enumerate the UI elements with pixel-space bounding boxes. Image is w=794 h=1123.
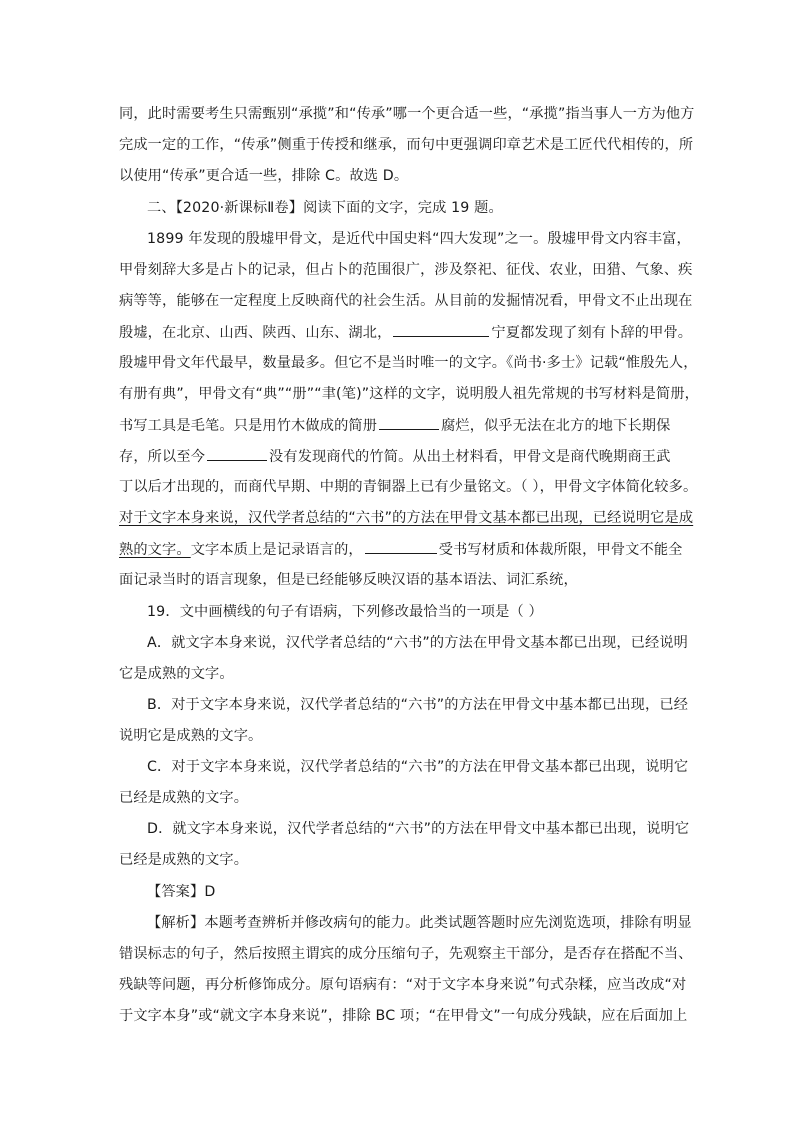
passage-line-7 xyxy=(119,415,679,436)
option-b-line-1: B．对于文字本身来说，汉代学者总结的“六书”的方法在甲骨文中基本都已出现，已经 xyxy=(147,697,689,713)
passage-line-11 xyxy=(119,539,683,560)
passage-line-8 xyxy=(119,446,679,467)
analysis-line-2: 错误标志的句子，然后按照主谓宾的成分压缩句子，先观察主干部分，是否存在搭配不当、 xyxy=(119,946,693,962)
passage-line-11-part-b: 受书写材质和体裁所限，甲骨文不能全 xyxy=(438,542,683,558)
passage-line-4-part-a: 殷墟，在北京、山西、陕西、山东、湖北， xyxy=(119,325,392,341)
passage-line-8-part-b: 没有发现商代的竹简。从出土材料看，甲骨文是商代晚期商王武 xyxy=(269,449,671,465)
section-heading: 二、【2020·新课标Ⅱ卷】阅读下面的文字，完成 19 题。 xyxy=(147,200,503,216)
analysis-line-4: 于文字本身”或“就文字本身来说”，排除 BC 项；“在甲骨文”一句成分残缺，应在后面加上 xyxy=(119,1008,688,1024)
passage-line-8-part-a: 存，所以至今 xyxy=(119,449,206,465)
passage-line-3: 病等等，能够在一定程度上反映商代的社会生活。从目前的发掘情况看，甲骨文不止出现在 xyxy=(119,293,693,309)
option-b-line-2: 说明它是成熟的文字。 xyxy=(119,728,263,744)
passage-line-11-part-a: 文字本质上是记录语言的， xyxy=(190,542,363,558)
prev-analysis-line-1: 同，此时需要考生只需甄别“承揽”和“传承”哪一个更合适一些，“承揽”指当事人一方为他方 xyxy=(119,106,695,122)
passage-line-4-part-b: 宁夏都发现了刻有卜辞的甲骨。 xyxy=(491,325,693,341)
question-stem: 19．文中画横线的句子有语病，下列修改最恰当的一项是（ ） xyxy=(147,604,543,620)
passage-line-12: 面记录当时的语言现象，但是已经能够反映汉语的基本语法、词汇系统， xyxy=(119,572,578,588)
fill-blank-3 xyxy=(207,446,267,461)
fill-blank-1 xyxy=(393,322,489,337)
option-d-line-2: 已经是成熟的文字。 xyxy=(119,852,249,868)
passage-line-5: 殷墟甲骨文年代最早，数量最多。但它不是当时唯一的文字。《尚书·多士》记载“惟殷先人， xyxy=(119,355,698,371)
fill-blank-4 xyxy=(365,539,437,554)
option-a-line-1: A．就文字本身来说，汉代学者总结的“六书”的方法在甲骨文基本都已出现，已经说明 xyxy=(147,635,689,651)
fill-blank-2 xyxy=(379,415,439,430)
underlined-sentence-line-1: 对于文字本身来说，汉代学者总结的“六书”的方法在甲骨文基本都已出现，已经说明它是成 xyxy=(119,510,694,526)
passage-line-2: 甲骨刻辞大多是占卜的记录，但占卜的范围很广，涉及祭祀、征伐、农业，田猎、气象、疾 xyxy=(119,262,693,278)
passage-line-6: 有册有典”，甲骨文有“典”“册”“聿(笔)”这样的文字，说明殷人祖先常规的书写材料是简册， xyxy=(119,386,700,402)
option-c-line-1: C．对于文字本身来说，汉代学者总结的“六书”的方法在甲骨文基本都已出现，说明它 xyxy=(147,759,689,775)
passage-line-7-part-b: 腐烂，似乎无法在北方的地下长期保 xyxy=(441,418,671,434)
analysis-line-3: 残缺等问题，再分析修饰成分。原句语病有：“对于文字本身来说”句式杂糅，应当改成“对 xyxy=(119,977,687,993)
passage-line-9: 丁以后才出现的，而商代早期、中期的青铜器上已有少量铭文。（ ），甲骨文字体简化较多。 xyxy=(119,479,698,495)
passage-line-4 xyxy=(119,322,693,343)
passage-line-1: 1899 年发现的殷墟甲骨文，是近代中国史料“四大发现”之一。殷墟甲骨文内容丰富， xyxy=(147,231,691,247)
underlined-sentence-line-2: 熟的文字。 xyxy=(119,542,191,558)
analysis-line-1: 【解析】本题考查辨析并修改病句的能力。此类试题答题时应先浏览选项，排除有明显 xyxy=(147,915,692,931)
option-d-line-1: D．就文字本身来说，汉代学者总结的“六书”的方法在甲骨文中基本都已出现，说明它 xyxy=(147,821,690,837)
passage-line-7-part-a: 书写工具是毛笔。只是用竹木做成的简册 xyxy=(119,418,378,434)
option-a-line-2: 它是成熟的文字。 xyxy=(119,666,234,682)
answer-label: 【答案】D xyxy=(147,884,216,900)
prev-analysis-line-3: 以使用“传承”更合适一些，排除 C。故选 D。 xyxy=(119,168,409,184)
prev-analysis-line-2: 完成一定的工作，“传承”侧重于传授和继承，而句中更强调印章艺术是工匠代代相传的，所 xyxy=(119,137,694,153)
option-c-line-2: 已经是成熟的文字。 xyxy=(119,790,249,806)
